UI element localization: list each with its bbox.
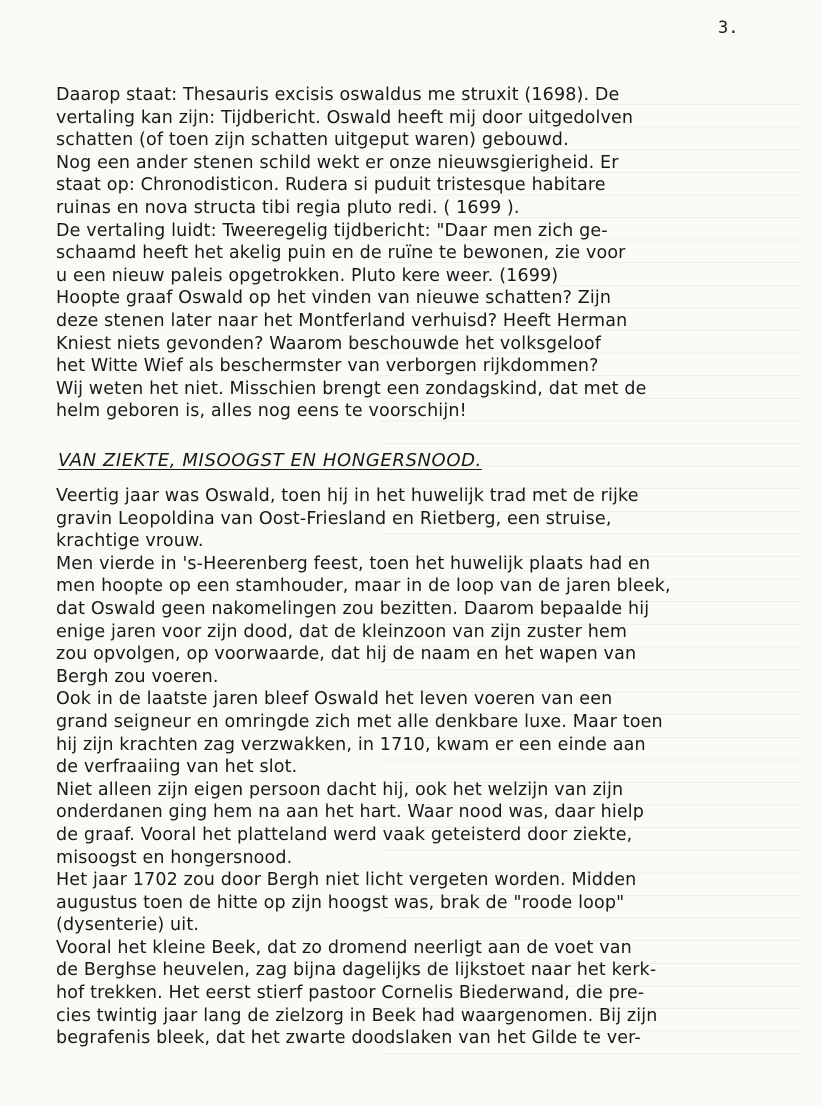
- text-line: Niet alleen zijn eigen persoon dacht hij, ook het welzijn van zijn: [56, 779, 624, 800]
- text-line: schatten (of toen zijn schatten uitgeput waren) gebouwd.: [56, 130, 569, 151]
- text-line: hij zijn krachten zag verzwakken, in 1710, kwam er een einde aan: [56, 734, 646, 755]
- text-line: Wij weten het niet. Misschien brengt een zondagskind, dat met de: [56, 378, 647, 399]
- text-line: begrafenis bleek, dat het zwarte doodslaken van het Gilde te ver-: [56, 1028, 641, 1049]
- text-line: augustus toen de hitte op zijn hoogst was, brak de "roode loop": [56, 892, 625, 913]
- text-line: cies twintig jaar lang de zielzorg in Beek had waargenomen. Bij zijn: [56, 1005, 658, 1026]
- text-line: Vooral het kleine Beek, dat zo dromend neerligt aan de voet van: [56, 937, 632, 958]
- text-line: staat op: Chronodisticon. Rudera si puduit tristesque habitare: [56, 175, 606, 196]
- text-line: Veertig jaar was Oswald, toen hij in het huwelijk trad met de rijke: [56, 486, 639, 506]
- text-line: het Witte Wief als beschermster van verborgen rijkdommen?: [56, 356, 599, 377]
- text-line: misoogst en hongersnood.: [56, 847, 293, 868]
- text-line: hof trekken. Het eerst stierf pastoor Cornelis Biederwand, die pre-: [56, 983, 645, 1004]
- section-heading: VAN ZIEKTE, MISOOGST EN HONGERSNOOD.: [58, 450, 482, 471]
- text-line: (dysenterie) uit.: [56, 915, 200, 936]
- intro-paragraphs: [56, 84, 647, 423]
- text-line: men hoopte op een stamhouder, maar in de loop van de jaren bleek,: [56, 576, 671, 597]
- text-line: vertaling kan zijn: Tijdbericht. Oswald heeft mij door uitgedolven: [56, 107, 634, 128]
- text-line: u een nieuw paleis opgetrokken. Pluto kere weer. (1699): [56, 265, 559, 286]
- text-line: de verfraaiing van het slot.: [56, 757, 298, 778]
- text-line: ruinas en nova structa tibi regia pluto redi. ( 1699 ).: [56, 197, 520, 218]
- text-line: Ook in de laatste jaren bleef Oswald het leven voeren van een: [56, 689, 613, 710]
- section-paragraphs: [56, 485, 671, 1050]
- text-line: enige jaren voor zijn dood, dat de kleinzoon van zijn zuster hem: [56, 621, 628, 642]
- text-line: deze stenen later naar het Montferland verhuisd? Heeft Herman: [56, 310, 628, 331]
- text-line: onderdanen ging hem na aan het hart. Waar nood was, daar hielp: [56, 802, 645, 823]
- text-line: krachtige vrouw.: [56, 531, 204, 552]
- text-line: Bergh zou voeren.: [56, 666, 219, 687]
- text-line: Het jaar 1702 zou door Bergh niet licht vergeten worden. Midden: [56, 870, 637, 891]
- text-line: schaamd heeft het akelig puin en de ruïne te bewonen, zie voor: [56, 243, 626, 264]
- text-line: gravin Leopoldina van Oost-Friesland en Rietberg, een struise,: [56, 508, 612, 529]
- text-line: Nog een ander stenen schild wekt er onze nieuwsgierigheid. Er: [56, 152, 619, 173]
- text-line: de graaf. Vooral het platteland werd vaak geteisterd door ziekte,: [56, 824, 633, 845]
- text-line: De vertaling luidt: Tweeregelig tijdbericht: "Daar men zich ge-: [56, 220, 608, 241]
- text-line: grand seigneur en omringde zich met alle denkbare luxe. Maar toen: [56, 711, 663, 732]
- text-line: Men vierde in 's-Heerenberg feest, toen het huwelijk plaats had en: [56, 553, 651, 574]
- text-line: Hoopte graaf Oswald op het vinden van nieuwe schatten? Zijn: [56, 288, 612, 309]
- text-line: dat Oswald geen nakomelingen zou bezitten. Daarom bepaalde hij: [56, 598, 650, 619]
- page-number: 3.: [718, 18, 739, 38]
- text-line: Daarop staat: Thesauris excisis oswaldus me struxit (1698). De: [56, 85, 620, 105]
- text-line: zou opvolgen, op voorwaarde, dat hij de naam en het wapen van: [56, 644, 637, 665]
- text-line: de Berghse heuvelen, zag bijna dagelijks de lijkstoet naar het kerk-: [56, 960, 657, 981]
- text-line: helm geboren is, alles nog eens te voorschijn!: [56, 401, 467, 422]
- text-line: Kniest niets gevonden? Waarom beschouwde het volksgeloof: [56, 333, 602, 354]
